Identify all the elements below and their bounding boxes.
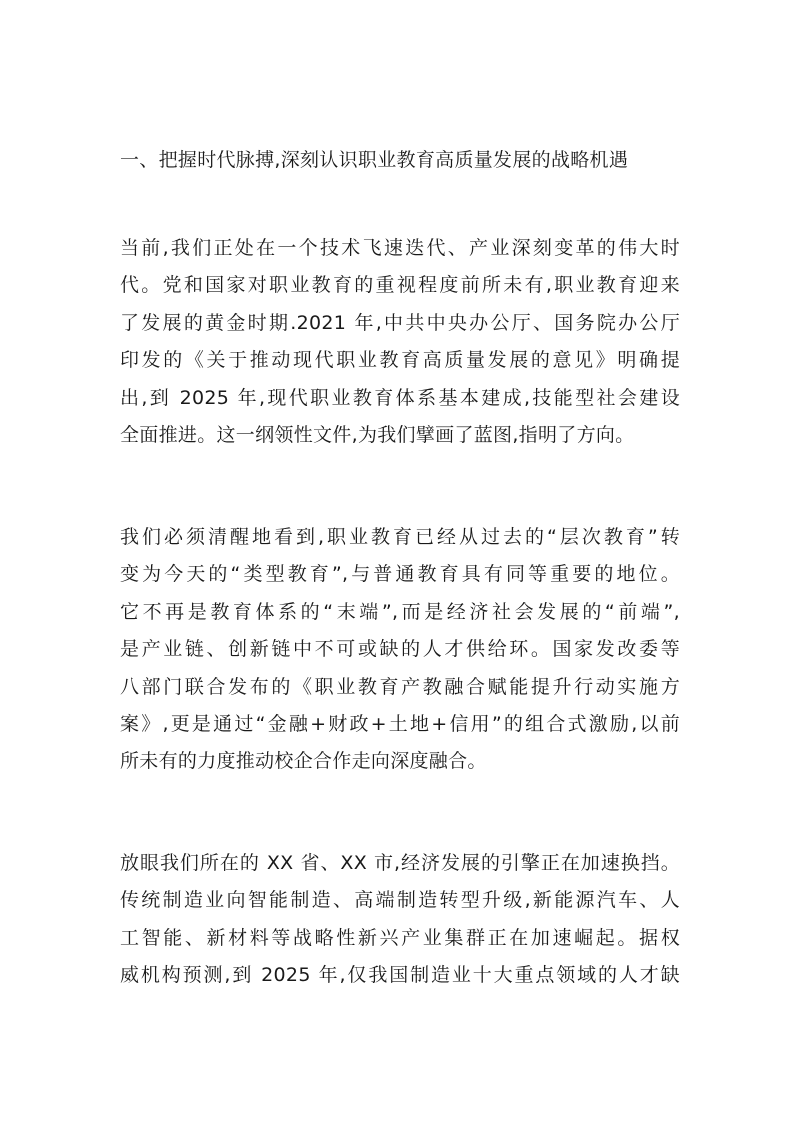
paragraph-line: 我们必须清醒地看到,职业教育已经从过去的“层次教育”转 (120, 526, 680, 548)
paragraph-line: 出,到 2025 年,现代职业教育体系基本建成,技能型社会建设 (120, 386, 680, 409)
paragraph-line: 所未有的力度推动校企合作走向深度融合。 (120, 750, 487, 773)
paragraph-line: 案》,更是通过“金融+财政+土地+信用”的组合式激励,以前 (120, 712, 680, 735)
paragraph-1 (120, 230, 680, 454)
paragraph-line: 当前,我们正处在一个技术飞速迭代、产业深刻变革的伟大时 (120, 237, 680, 259)
paragraph-line: 工智能、新材料等战略性新兴产业集群正在加速崛起。据权 (120, 926, 680, 949)
paragraph-line: 放眼我们所在的 XX 省、XX 市,经济发展的引擎正在加速换挡。 (120, 852, 680, 874)
paragraph-line: 了发展的黄金时期.2021 年,中共中央办公厅、国务院办公厅 (120, 311, 680, 334)
paragraph-line: 印发的《关于推动现代职业教育高质量发展的意见》明确提 (120, 349, 680, 372)
paragraph-line: 变为今天的“类型教育”,与普通教育具有同等重要的地位。 (120, 563, 680, 586)
paragraph-line: 威机构预测,到 2025 年,仅我国制造业十大重点领域的人才缺 (120, 964, 680, 987)
paragraph-2 (120, 519, 680, 781)
paragraph-line: 是产业链、创新链中不可或缺的人才供给环。国家发改委等 (120, 638, 680, 661)
paragraph-line: 八部门联合发布的《职业教育产教融合赋能提升行动实施方 (120, 675, 680, 698)
paragraph-line: 传统制造业向智能制造、高端制造转型升级,新能源汽车、人 (120, 889, 680, 912)
paragraph-line: 全面推进。这一纲领性文件,为我们擘画了蓝图,指明了方向。 (120, 423, 635, 446)
paragraph-3 (120, 845, 680, 995)
paragraph-line: 代。党和国家对职业教育的重视程度前所未有,职业教育迎来 (120, 274, 680, 297)
heading-text: 一、把握时代脉搏,深刻认识职业教育高质量发展的战略机遇 (120, 149, 629, 171)
paragraph-line: 它不再是教育体系的“末端”,而是经济社会发展的“前端”, (120, 600, 680, 623)
section-heading (120, 142, 680, 179)
